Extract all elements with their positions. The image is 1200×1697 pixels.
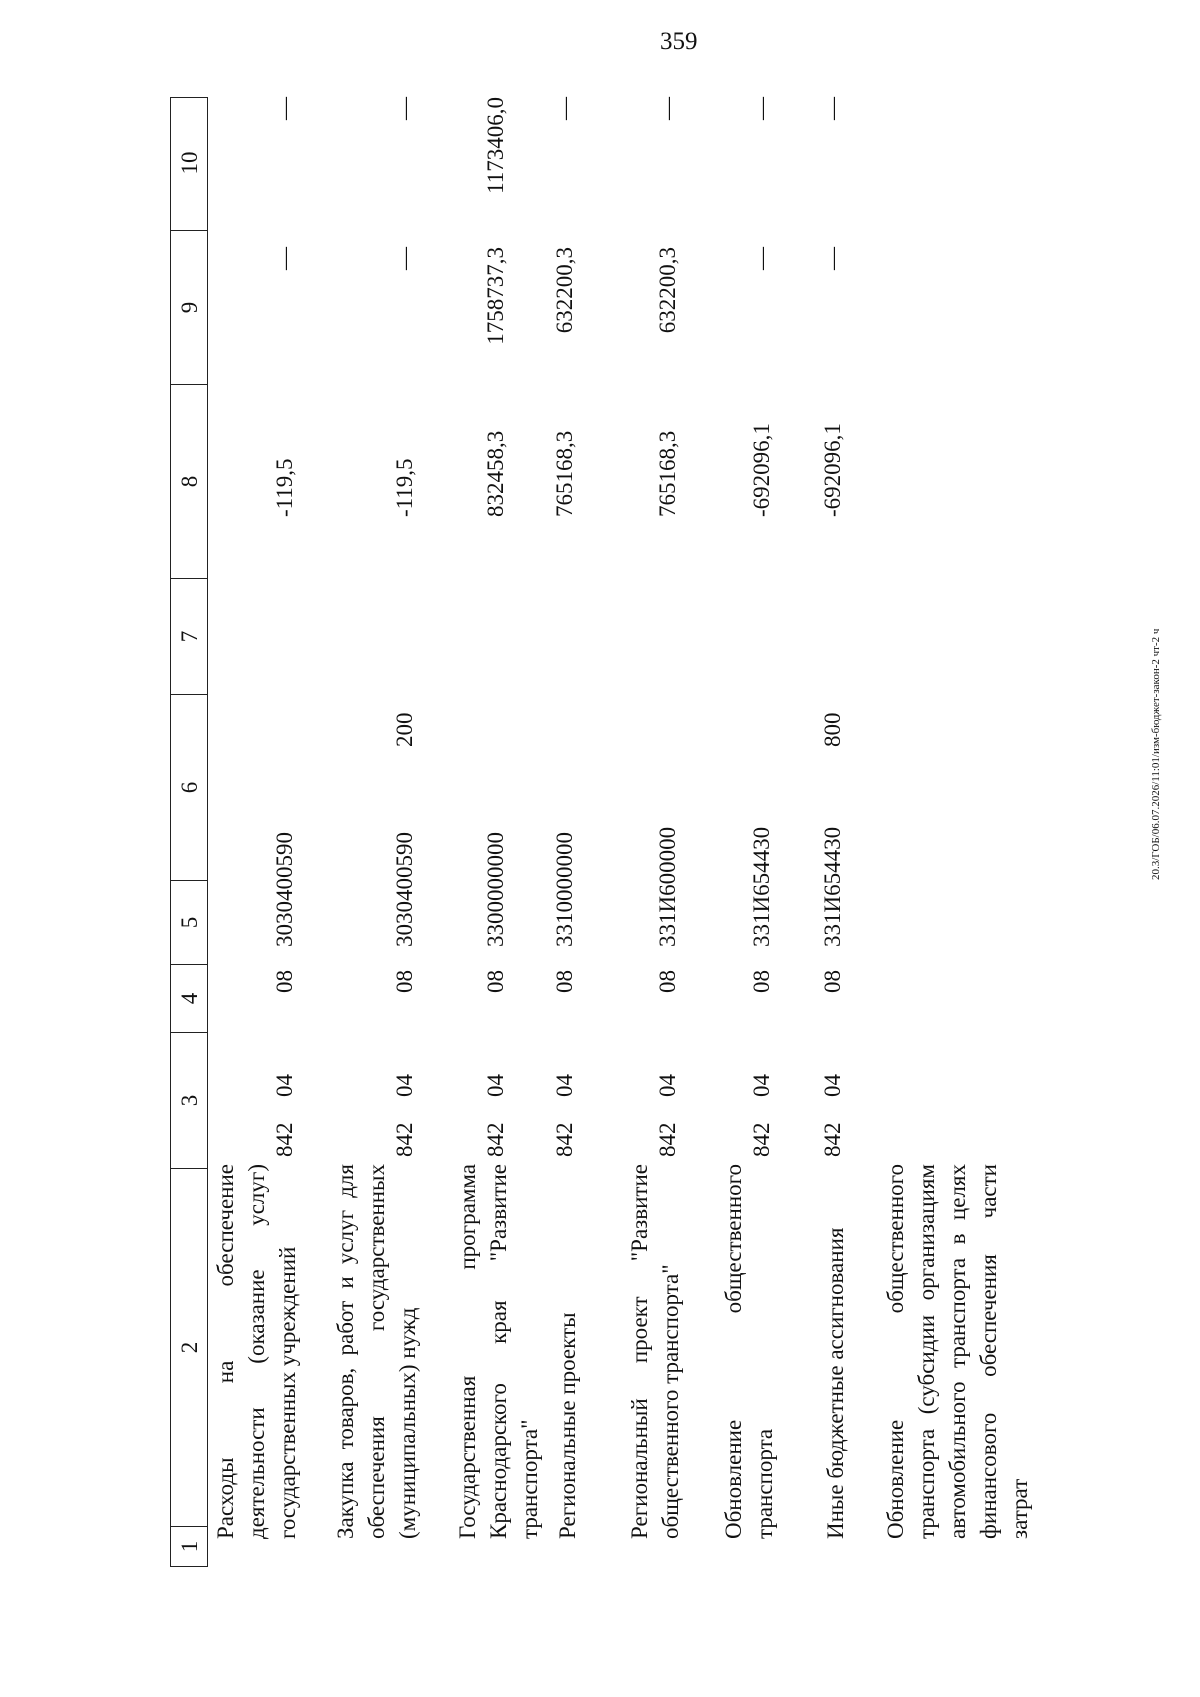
header-col-9: 9 xyxy=(171,230,207,384)
row-name: Расходы на обеспечение деятельности (оказание услуг) государственных учреждений xyxy=(213,1164,300,1539)
cell-c9: — xyxy=(820,247,845,270)
row-name: Региональные проекты xyxy=(555,1312,580,1539)
cell-c10: — xyxy=(392,97,417,120)
row-name: Иные бюджетные ассигнования xyxy=(823,1227,848,1539)
cell-c10: — xyxy=(820,97,845,120)
cell-c6: 331И654430 xyxy=(820,826,845,947)
cell-c3: 842 xyxy=(749,1122,774,1157)
cell-c8: -692096,1 xyxy=(749,423,774,517)
cell-c4: 04 xyxy=(655,1074,680,1097)
cell-c5: 08 xyxy=(552,970,577,993)
header-col-2: 2 xyxy=(171,1168,207,1526)
cell-c3: 842 xyxy=(820,1122,845,1157)
cell-c10: — xyxy=(552,97,577,120)
cell-c9: 1758737,3 xyxy=(483,247,508,345)
cell-c5: 08 xyxy=(655,970,680,993)
cell-c6: 3030400590 xyxy=(272,832,297,947)
cell-c10: — xyxy=(272,97,297,120)
header-col-8: 8 xyxy=(171,384,207,578)
cell-c4: 04 xyxy=(483,1074,508,1097)
cell-c3: 842 xyxy=(552,1122,577,1157)
cell-c3: 842 xyxy=(272,1122,297,1157)
cell-c7: 200 xyxy=(392,712,417,747)
cell-c6: 331И600000 xyxy=(655,826,680,947)
cell-c8: 832458,3 xyxy=(483,430,508,517)
row-name: Обновление общественного транспорта xyxy=(721,1164,777,1539)
document-footer-code: 20.3/ГОБ/06.07.2026/11:01/изм-бюджет-закон-2 чт-2 ч xyxy=(1150,628,1162,880)
header-col-7: 7 xyxy=(171,578,207,694)
cell-c6: 3300000000 xyxy=(483,832,508,947)
cell-c4: 04 xyxy=(272,1074,297,1097)
row-name: Региональный проект "Развитие общественного транспорта" xyxy=(627,1164,683,1539)
cell-c10: — xyxy=(749,97,774,120)
cell-c8: -119,5 xyxy=(392,458,417,517)
cell-c3: 842 xyxy=(483,1122,508,1157)
header-col-4: 4 xyxy=(171,964,207,1032)
cell-c9: 632200,3 xyxy=(655,247,680,334)
cell-c3: 842 xyxy=(392,1122,417,1157)
cell-c6: 3310000000 xyxy=(552,832,577,947)
header-col-3: 3 xyxy=(171,1032,207,1168)
header-col-10: 10 xyxy=(177,151,202,175)
cell-c4: 04 xyxy=(552,1074,577,1097)
cell-c8: 765168,3 xyxy=(655,430,680,517)
cell-c7: 800 xyxy=(820,712,845,747)
cell-c6: 331И654430 xyxy=(749,826,774,947)
cell-c9: — xyxy=(272,247,297,270)
cell-c4: 04 xyxy=(820,1074,845,1097)
cell-c6: 3030400590 xyxy=(392,832,417,947)
cell-c9: — xyxy=(749,247,774,270)
row-name: Закупка товаров, работ и услуг для обеспечения государственных (муниципальных) нужд xyxy=(333,1164,420,1539)
cell-c5: 08 xyxy=(483,970,508,993)
row-name: Обновление общественного транспорта (субсидии организациям автомобильного транспорта в целях финансового обеспечения части затрат xyxy=(883,1164,1032,1539)
row-name: Государственная программа Краснодарского края "Развитие транспорта" xyxy=(455,1164,542,1539)
cell-c9: 632200,3 xyxy=(552,247,577,334)
cell-c4: 04 xyxy=(749,1074,774,1097)
table-header-row xyxy=(170,97,208,1567)
cell-c10: — xyxy=(655,97,680,120)
budget-table xyxy=(170,97,1032,1567)
header-col-5: 5 xyxy=(171,880,207,964)
cell-c5: 08 xyxy=(272,970,297,993)
page-number: 359 xyxy=(660,28,698,55)
cell-c8: 765168,3 xyxy=(552,430,577,517)
header-col-1: 1 xyxy=(171,1526,207,1566)
cell-c3: 842 xyxy=(655,1122,680,1157)
cell-c5: 08 xyxy=(392,970,417,993)
cell-c5: 08 xyxy=(749,970,774,993)
cell-c5: 08 xyxy=(820,970,845,993)
cell-c9: — xyxy=(392,247,417,270)
cell-c10: 1173406,0 xyxy=(483,97,508,194)
cell-c4: 04 xyxy=(392,1074,417,1097)
cell-c8: -119,5 xyxy=(272,458,297,517)
cell-c8: -692096,1 xyxy=(820,423,845,517)
header-col-6: 6 xyxy=(171,694,207,880)
